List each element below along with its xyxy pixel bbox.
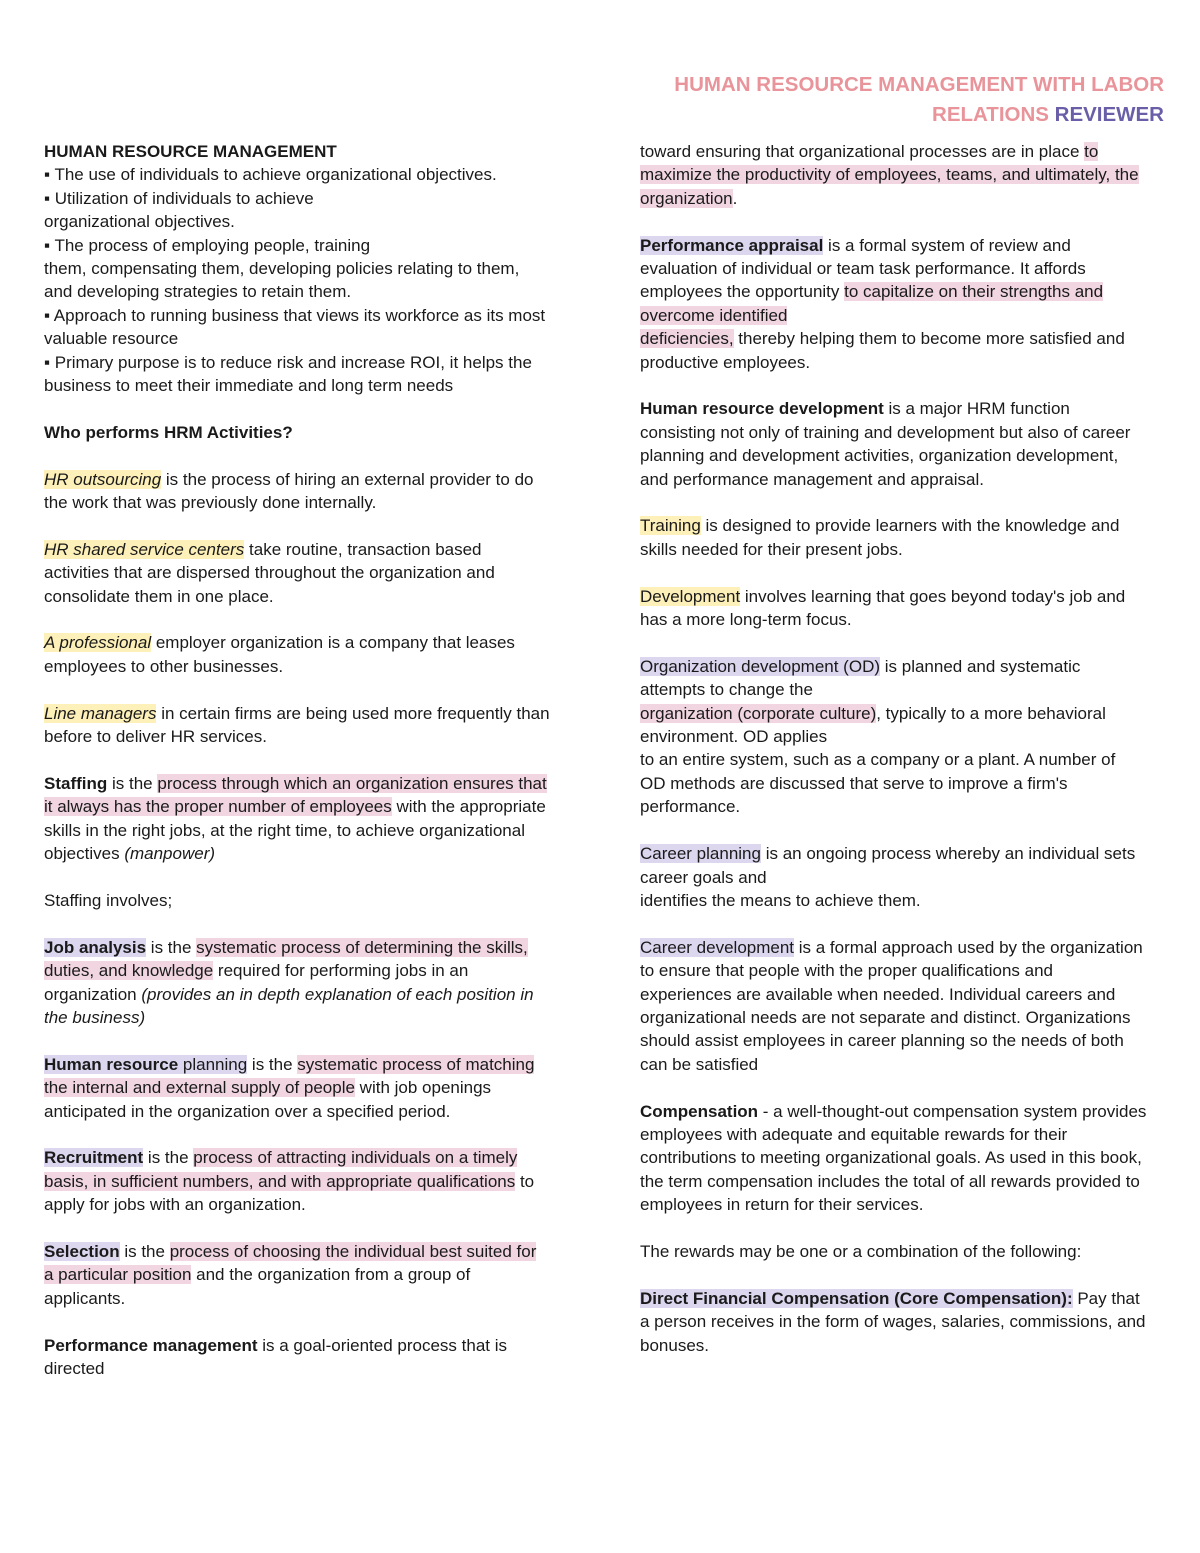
text-run: with job openings (354, 1078, 492, 1098)
text-line: identifies the means to achieve them. (640, 890, 921, 910)
text-line: consisting not only of training and development but also of career (640, 422, 1131, 442)
highlight-run: overcome identified (640, 305, 788, 325)
text-line: applicants. (44, 1288, 126, 1308)
text-line: activities that are dispersed throughout the organization and (44, 563, 495, 583)
highlight-run: to capitalize on their strengths and (844, 282, 1104, 302)
compensation-term: Compensation (640, 1101, 759, 1121)
staffing-paragraph (44, 772, 580, 866)
text-line: should assist employees in career planning so the needs of both (640, 1031, 1124, 1051)
peo-term: A professional (44, 633, 152, 653)
text-line: skills needed for their present jobs. (640, 539, 903, 559)
header-title-line1: HUMAN RESOURCE MANAGEMENT WITH LABOR (674, 73, 1164, 96)
text-line: experiences are available when needed. Individual careers and (640, 984, 1116, 1004)
header-reviewer-label: REVIEWER (1054, 103, 1164, 126)
text-run: required for performing jobs in an (213, 961, 469, 981)
right-column (640, 140, 1168, 1357)
text-run: employer organization is a company that leases (151, 633, 515, 653)
text-run: is a major HRM function (883, 399, 1070, 419)
text-line: the term compensation includes the total of all rewards provided to (640, 1171, 1140, 1191)
development-term: Development (640, 586, 741, 606)
header-title-line2-a: RELATIONS (932, 103, 1055, 126)
career-development-term: Career development (640, 937, 795, 957)
performance-appraisal-paragraph (640, 234, 1168, 374)
text-run: is the (146, 937, 197, 957)
text-line: employees with adequate and equitable rewards for their (640, 1124, 1068, 1144)
od-paragraph (640, 655, 1168, 819)
hr-outsourcing-term: HR outsourcing (44, 469, 162, 489)
text-line: contributions to meeting organizational goals. As used in this book, (640, 1148, 1142, 1168)
training-term: Training (640, 516, 701, 536)
text-line: bonuses. (640, 1335, 709, 1355)
text-line: Staffing involves; (44, 890, 173, 910)
hr-planning-paragraph (44, 1053, 580, 1123)
training-paragraph (640, 514, 1168, 561)
text-run: Pay that (1072, 1288, 1140, 1308)
job-analysis-term: Job analysis (44, 937, 147, 957)
text-line: attempts to change the (640, 680, 813, 700)
text-line: apply for jobs with an organization. (44, 1195, 306, 1215)
who-performs-heading (44, 421, 580, 444)
text-run: is the (247, 1054, 298, 1074)
text-line: employees to other businesses. (44, 656, 284, 676)
hrm-line: ▪ The use of individuals to achieve organizational objectives. (44, 165, 497, 185)
text-line: career goals and (640, 867, 767, 887)
text-line: OD methods are discussed that serve to improve a firm's (640, 773, 1068, 793)
highlight-run: deficiencies, (640, 329, 734, 349)
selection-term: Selection (44, 1241, 120, 1261)
italic-run: (provides an in depth explanation of each position in (141, 984, 534, 1004)
text-line: skills in the right jobs, at the right time, to achieve organizational (44, 820, 525, 840)
hr-planning-term: Human resource (44, 1054, 179, 1074)
text-line: anticipated in the organization over a specified period. (44, 1101, 451, 1121)
highlight-run: the internal and external supply of people (44, 1078, 355, 1098)
rewards-paragraph (640, 1240, 1168, 1263)
hrm-line: ▪ The process of employing people, training (44, 235, 371, 255)
text-line: directed (44, 1358, 105, 1378)
text-run: is planned and systematic (880, 656, 1081, 676)
hrm-line: business to meet their immediate and long term needs (44, 376, 454, 396)
highlight-run: process of attracting individuals on a timely (193, 1148, 518, 1168)
text-line: the work that was previously done internally. (44, 493, 377, 513)
text-run: objectives (44, 844, 125, 864)
text-line: planning and development activities, organization development, (640, 446, 1119, 466)
text-line: to ensure that people with the proper qualifications and (640, 961, 1053, 981)
who-title: Who performs HRM Activities? (44, 422, 293, 442)
text-run: take routine, transaction based (244, 539, 482, 559)
text-run: is an ongoing process whereby an individual sets (760, 844, 1136, 864)
text-line: before to deliver HR services. (44, 727, 267, 747)
text-run: is the process of hiring an external provider to do (161, 469, 534, 489)
line-managers-term: Line managers (44, 703, 157, 723)
hrm-line: ▪ Approach to running business that views its workforce as its most (44, 305, 546, 325)
selection-paragraph (44, 1240, 580, 1310)
highlight-run: process of choosing the individual best suited for (169, 1241, 537, 1261)
staffing-involves (44, 889, 580, 912)
highlight-run: a particular position (44, 1265, 192, 1285)
highlight-run: organization (640, 188, 733, 208)
hr-planning-term-rest: planning (178, 1054, 248, 1074)
hrm-line: them, compensating them, developing policies relating to them, (44, 259, 520, 279)
highlight-run: duties, and knowledge (44, 961, 214, 981)
highlight-run: basis, in sufficient numbers, and with appropriate qualifications (44, 1171, 516, 1191)
hr-shared-service-paragraph (44, 538, 580, 608)
highlight-run: systematic process of matching (297, 1054, 535, 1074)
text-run: organization (44, 984, 142, 1004)
hrm-title: HUMAN RESOURCE MANAGEMENT (44, 142, 337, 161)
career-planning-term: Career planning (640, 844, 761, 864)
hrm-section (44, 140, 580, 397)
text-line: consolidate them in one place. (44, 586, 274, 606)
text-run: is the (119, 1241, 170, 1261)
highlight-run: to (1084, 142, 1099, 161)
text-run: is the (143, 1148, 194, 1168)
text-run: toward ensuring that organizational processes are in place (640, 142, 1085, 161)
hrm-line: organizational objectives. (44, 212, 235, 232)
text-run: is the (107, 773, 158, 793)
header-title-line2 (674, 100, 1164, 130)
hrm-line: ▪ Primary purpose is to reduce risk and increase ROI, it helps the (44, 352, 532, 372)
hr-outsourcing-paragraph (44, 468, 580, 515)
text-line: to an entire system, such as a company or a plant. A number of (640, 750, 1116, 770)
text-run: employees the opportunity (640, 282, 845, 302)
recruitment-paragraph (44, 1146, 580, 1216)
highlight-run: systematic process of determining the skills, (196, 937, 528, 957)
performance-management-term: Performance management (44, 1335, 258, 1355)
text-line: employees in return for their services. (640, 1195, 924, 1215)
text-line: The rewards may be one or a combination of the following: (640, 1241, 1082, 1261)
performance-appraisal-term: Performance appraisal (640, 235, 824, 255)
hrm-line: valuable resource (44, 329, 179, 349)
career-development-paragraph (640, 936, 1168, 1076)
italic-run: the business) (44, 1007, 146, 1027)
development-paragraph (640, 585, 1168, 632)
text-line: a person receives in the form of wages, salaries, commissions, and (640, 1312, 1146, 1332)
text-run: . (732, 188, 738, 208)
highlight-run: maximize the productivity of employees, teams, and ultimately, the (640, 165, 1139, 185)
direct-compensation-paragraph (640, 1287, 1168, 1357)
highlight-run: it always has the proper number of employees (44, 797, 392, 817)
text-line: has a more long-term focus. (640, 610, 852, 630)
career-planning-paragraph (640, 842, 1168, 912)
italic-run: (manpower) (124, 844, 216, 864)
compensation-paragraph (640, 1100, 1168, 1217)
highlight-run: organization (corporate culture) (640, 703, 877, 723)
staffing-term: Staffing (44, 773, 108, 793)
highlight-run: process through which an organization ensures that (157, 773, 547, 793)
text-run: is a formal approach used by the organization (794, 937, 1143, 957)
text-run: involves learning that goes beyond today's job and (740, 586, 1126, 606)
text-line: can be satisfied (640, 1054, 759, 1074)
text-line: performance. (640, 797, 741, 817)
performance-management-paragraph (44, 1334, 580, 1381)
text-line: and performance management and appraisal. (640, 469, 984, 489)
text-run: , typically to a more behavioral (876, 703, 1106, 723)
text-line: evaluation of individual or team task performance. It affords (640, 259, 1086, 279)
job-analysis-paragraph (44, 936, 580, 1030)
hr-shared-service-term: HR shared service centers (44, 539, 245, 559)
line-managers-paragraph (44, 702, 580, 749)
text-run: - a well-thought-out compensation system provides (758, 1101, 1147, 1121)
text-run: is designed to provide learners with the knowledge and (700, 516, 1120, 536)
document-header (674, 70, 1164, 130)
direct-compensation-term: Direct Financial Compensation (Core Compensation): (640, 1288, 1073, 1308)
peo-paragraph (44, 631, 580, 678)
text-line: organizational needs are not separate and distinct. Organizations (640, 1007, 1131, 1027)
hrd-term: Human resource development (640, 399, 884, 419)
performance-management-continued (640, 140, 1168, 210)
text-line: environment. OD applies (640, 727, 828, 747)
text-run: is a formal system of review and (823, 235, 1071, 255)
text-run: with the appropriate (391, 797, 546, 817)
text-run: is a goal-oriented process that is (257, 1335, 507, 1355)
text-run: thereby helping them to become more satisfied and (733, 329, 1125, 349)
text-line: productive employees. (640, 352, 811, 372)
od-term: Organization development (OD) (640, 656, 881, 676)
recruitment-term: Recruitment (44, 1148, 144, 1168)
hrm-line: ▪ Utilization of individuals to achieve (44, 188, 314, 208)
text-run: and the organization from a group of (191, 1265, 471, 1285)
hrm-line: and developing strategies to retain them. (44, 282, 352, 302)
hrd-paragraph (640, 397, 1168, 491)
left-column (44, 140, 580, 1380)
text-run: to (515, 1171, 535, 1191)
text-run: in certain firms are being used more frequently than (156, 703, 550, 723)
